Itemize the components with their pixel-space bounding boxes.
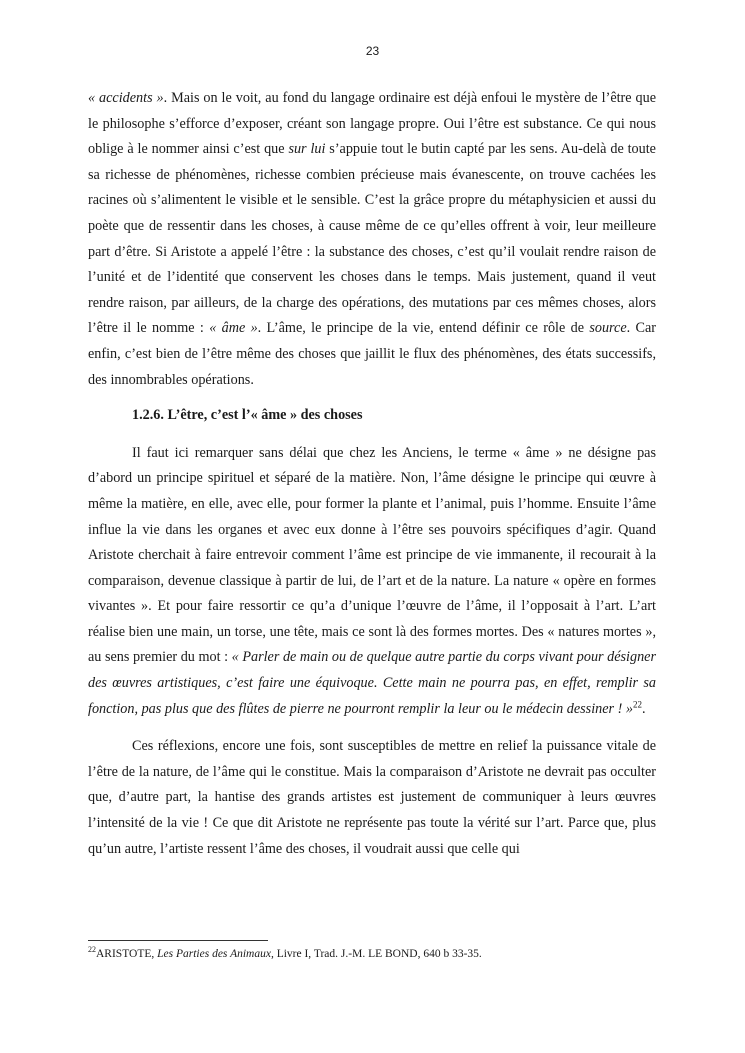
text: . Car enfin, c’est bien de l’être même des choses que jaillit le flux des phénomènes, des états successifs, des innombrables opérations.	[88, 320, 656, 388]
footnote	[88, 946, 656, 962]
text: . L’âme, le principe de la vie, entend définir ce rôle de	[257, 320, 590, 337]
italic-text: source	[589, 320, 627, 337]
text: s’appuie tout le butin capté par les sens. Au-delà de toute sa richesse de phénomènes, richesse combien précieuse mais évanescente, on trouve cachées les racines où s’alimentent le visible et le sensible. C’est la grâce propre du métaphysicien et aussi du poète que de ressentir dans les choses, à cause même de ce qu’elles offrent à voir, leur meilleure part d’être. Si Aristote a appelé l’être : la substance des choses, c’est qu’il voulait rendre raison de l’unité et de l’identité que conservent les choses dans le temps. Mais justement, quand il veut rendre raison, par ailleurs, de la charge des opérations, des mutations par ces mêmes choses, alors l’être il le nomme :	[88, 141, 656, 337]
italic-text: sur lui	[288, 141, 326, 158]
footnote-author: ARISTOTE,	[96, 948, 158, 960]
section-heading: 1.2.6. L’être, c’est l’« âme » des choses	[132, 407, 363, 424]
footnote-divider	[88, 940, 268, 941]
footnote-text: Livre I, Trad. J.-M. LE BOND, 640 b 33-35.	[273, 948, 482, 960]
paragraph-2	[88, 441, 656, 723]
italic-text: « accidents »	[88, 90, 164, 106]
paragraph-1	[88, 86, 656, 393]
text: .	[641, 700, 646, 717]
page-number: 23	[365, 44, 380, 58]
footnote-reference[interactable]: 22	[632, 698, 642, 709]
paragraph-3: Ces réflexions, encore une fois, sont susceptibles de mettre en relief la puissance vitale de l’être de la nature, de l’âme qui le constitue. Mais la comparaison d’Aristote ne devrait pas occulter que, d’autre part, la hantise des grands artistes est justement de communiquer à leurs œuvres l’intensité de la vie ! Ce que dit Aristote ne représente pas toute la vérité sur l’art. Parce que, plus qu’un autre, l’artiste ressent l’âme des choses, il voudrait aussi que celle qui	[88, 738, 656, 857]
page-body	[88, 86, 656, 862]
text: Il faut ici remarquer sans délai que chez les Anciens, le terme « âme » ne désigne pas d’abord un principe spirituel et séparé de la matière. Non, l’âme désigne le principe qui œuvre à même la matière, en elle, avec elle, pour former la plante et l’animal, puis l’homme. Ensuite l’âme influe la vie dans les organes et avec eux donne à l’être ses pouvoirs spécifiques d’agir. Quand Aristote cherchait à faire entrevoir comment l’âme est principe de vie immanente, il recourait à la comparaison, devenue classique à partir de lui, de l’art et de la nature. La nature « opère en formes vivantes ». Et pour faire ressortir ce qu’a d’unique l’œuvre de l’âme, il l’opposait à l’art. L’art réalise bien une main, un torse, une tête, mais ce sont là des formes mortes. Des « natures mortes », au sens premier du mot :	[88, 444, 656, 666]
footnote-number: 22	[88, 945, 96, 955]
italic-text: « âme »	[209, 320, 258, 337]
text: . Mais on le voit, au fond du langage ordinaire est déjà enfoui le mystère de l’être que le philosophe s’efforce d’exposer, créant son langage propre. Oui l’être est substance. Ce qui nous oblige à le nommer ainsi c’est que	[88, 90, 656, 158]
footnote-title: Les Parties des Animaux,	[157, 948, 274, 960]
quotation: « Parler de main ou de quelque autre partie du corps vivant pour désigner des œuvres artistiques, c’est faire une équivoque. Cette main ne pourra pas, en effet, remplir sa fonction, pas plus que des flûtes de pierre ne pourront remplir la leur ou le médecin dessiner ! »	[88, 649, 656, 717]
